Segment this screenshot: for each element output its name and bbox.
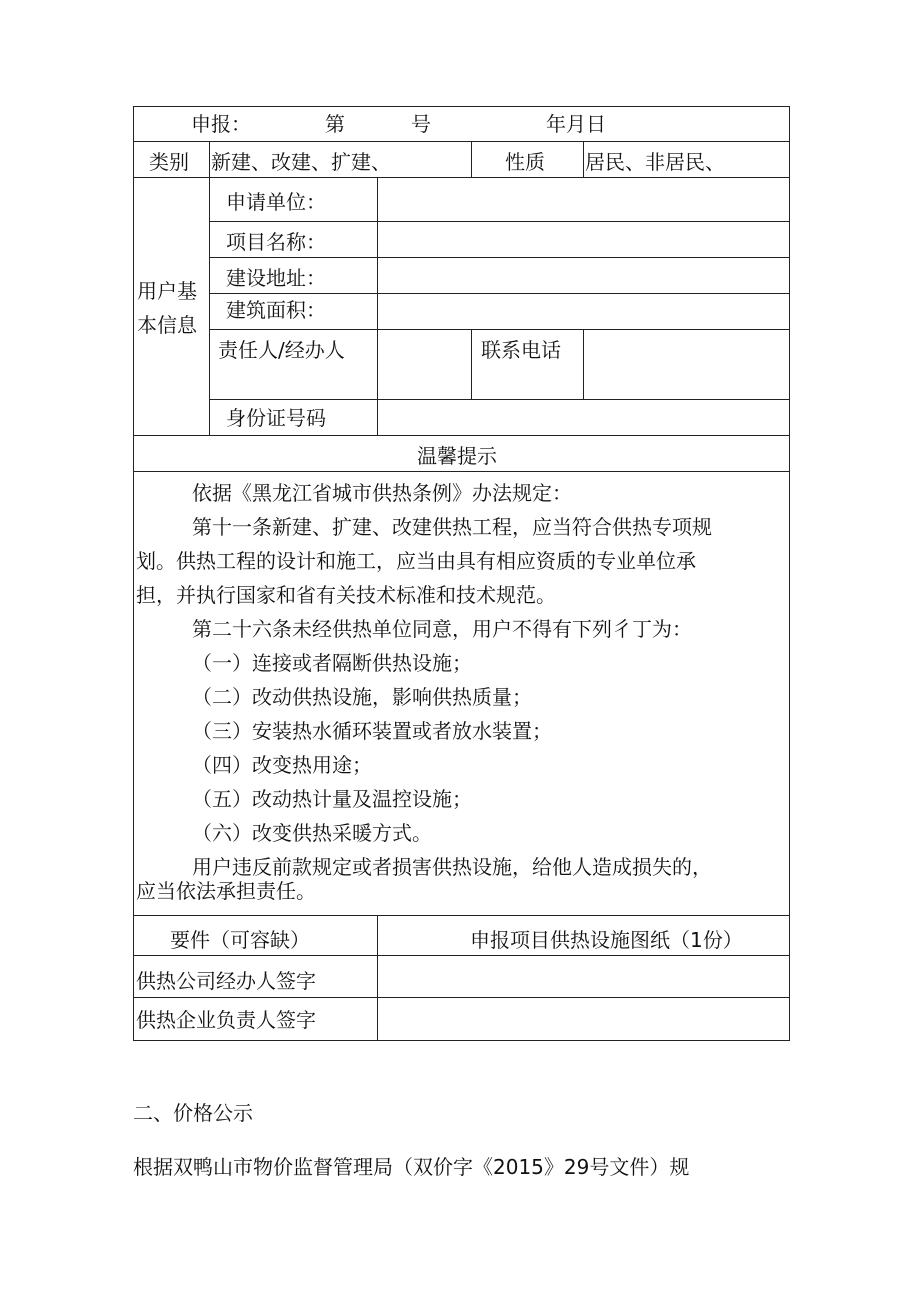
row-divider xyxy=(134,141,790,142)
category-value: 新建、改建、扩建、 xyxy=(211,150,391,174)
area-label: 建筑面积： xyxy=(226,298,326,322)
row-divider xyxy=(134,955,790,956)
row-divider xyxy=(210,257,790,258)
row-divider xyxy=(134,177,790,178)
row-divider xyxy=(210,399,790,400)
row-divider xyxy=(210,329,790,330)
row-divider xyxy=(134,471,790,472)
notice-line: 用户违反前款规定或者损害供热设施，给他人造成损失的， xyxy=(192,855,712,879)
number-prefix: 第 xyxy=(325,112,345,136)
enterprise-head-signature-label: 供热企业负责人签字 xyxy=(136,1008,316,1032)
nature-label: 性质 xyxy=(505,150,545,174)
section-two-text: 根据双鸭山市物价监督管理局（双价字《2015》29号文件）规 xyxy=(133,1155,690,1179)
row-divider xyxy=(134,997,790,998)
address-label: 建设地址： xyxy=(226,266,326,290)
id-number-label: 身份证号码 xyxy=(226,406,326,430)
notice-line: （五）改动热计量及温控设施； xyxy=(192,787,472,811)
requirements-label: 要件（可容缺） xyxy=(170,928,310,952)
notice-line: 应当依法承担责任。 xyxy=(136,879,316,903)
notice-line: 第二十六条未经供热单位同意，用户不得有下列彳丁为： xyxy=(192,617,692,641)
col-divider xyxy=(471,329,472,399)
col-divider xyxy=(471,141,472,177)
row-divider xyxy=(210,293,790,294)
col-divider xyxy=(209,177,210,435)
project-label: 项目名称： xyxy=(226,230,326,254)
row-divider xyxy=(134,435,790,436)
nature-value: 居民、非居民、 xyxy=(585,150,725,174)
declaration-form xyxy=(133,106,790,1041)
notice-line: 依据《黑龙江省城市供热条例》办法规定： xyxy=(192,481,572,505)
section-two-heading: 二、价格公示 xyxy=(133,1101,253,1125)
applicant-label: 申请单位： xyxy=(226,190,326,214)
requirements-value: 申报项目供热设施图纸（1份） xyxy=(470,928,743,952)
notice-line: （一）连接或者隔断供热设施； xyxy=(192,651,472,675)
company-handler-signature-label: 供热公司经办人签字 xyxy=(136,969,316,993)
user-info-section-label: 用户基 xyxy=(137,279,197,303)
notice-title: 温馨提示 xyxy=(417,444,497,468)
col-divider xyxy=(583,141,584,177)
row-divider xyxy=(134,915,790,916)
user-info-section-label: 本信息 xyxy=(137,313,197,337)
notice-line: （三）安装热水循环装置或者放水装置； xyxy=(192,719,552,743)
notice-line: （四）改变热用途； xyxy=(192,753,372,777)
col-divider xyxy=(583,329,584,399)
notice-line: 担，并执行国家和省有关技术标准和技术规范。 xyxy=(136,583,556,607)
notice-line: （六）改变供热采暖方式。 xyxy=(192,821,432,845)
col-divider xyxy=(209,141,210,177)
col-divider xyxy=(377,915,378,1041)
date-label: 年月日 xyxy=(546,112,606,136)
notice-line: （二）改动供热设施，影响供热质量； xyxy=(192,685,532,709)
row-divider xyxy=(210,221,790,222)
declare-label: 申报： xyxy=(191,112,251,136)
phone-label: 联系电话 xyxy=(481,338,561,362)
responsible-label: 责任人/经办人 xyxy=(218,338,345,362)
notice-line: 划。供热工程的设计和施工，应当由具有相应资质的专业单位承 xyxy=(136,549,696,573)
number-suffix: 号 xyxy=(411,112,431,136)
col-divider xyxy=(377,177,378,435)
category-label: 类别 xyxy=(149,150,189,174)
notice-line: 第十一条新建、扩建、改建供热工程，应当符合供热专项规 xyxy=(192,515,712,539)
